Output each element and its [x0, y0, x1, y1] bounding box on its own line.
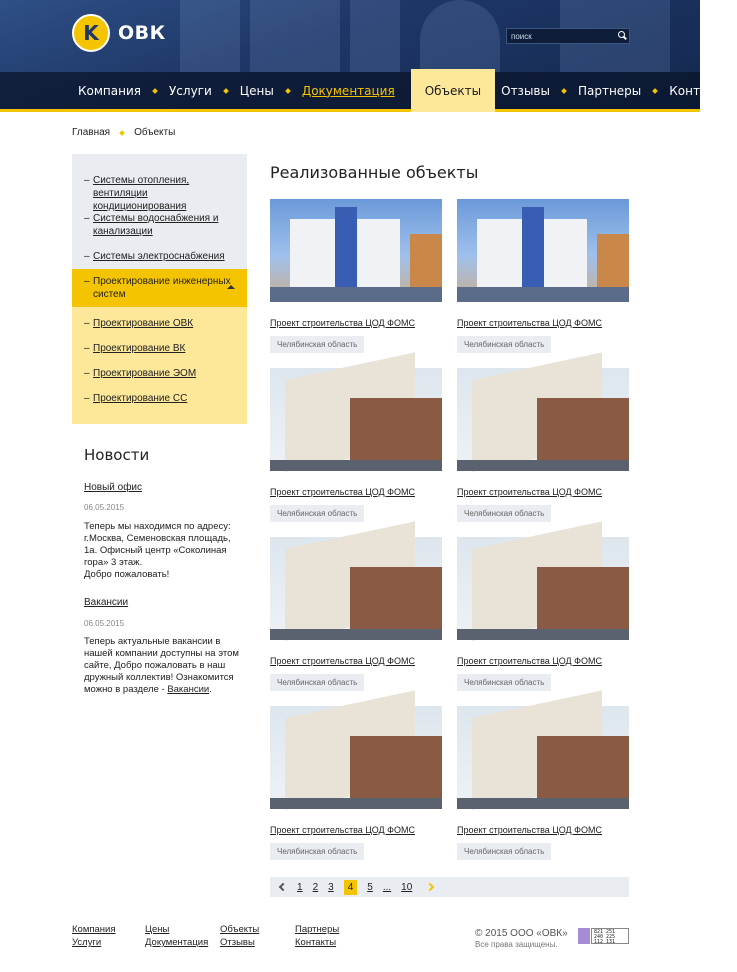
sidebar-item-power[interactable]	[72, 250, 247, 263]
header	[0, 0, 732, 112]
sidebar-item-water[interactable]	[72, 212, 247, 238]
news-text-body: Теперь мы находимся по адресу: г.Москва, Семеновская площадь, 1а. Офисный центр «Соколиная гора» 3 этаж.	[84, 521, 231, 568]
news-text-greeting: Добро пожаловать!	[84, 569, 170, 580]
collapse-arrow-icon[interactable]	[227, 285, 235, 289]
object-image[interactable]	[270, 537, 442, 640]
nav-separator-icon	[285, 88, 291, 94]
counter-line: 240 225	[594, 934, 616, 940]
news-text	[84, 521, 244, 581]
counter-line: 821 251	[594, 929, 616, 935]
nav-item-objects[interactable]: Объекты	[411, 69, 495, 112]
object-card	[270, 706, 442, 860]
nav-item-partners[interactable]: Партнеры	[577, 83, 642, 98]
nav-separator-icon	[223, 88, 229, 94]
dash-icon: –	[84, 393, 90, 404]
breadcrumb-home[interactable]: Главная	[72, 127, 111, 138]
sidebar-subitem-label[interactable]: Проектирование СС	[93, 393, 188, 404]
news-text-body: Теперь актуальные вакансии в нашей компании доступны на этом сайте, Добро пожаловать в наш дружный коллектив! Ознакомится можно в разделе -	[84, 636, 239, 695]
news-vacancies-link[interactable]: Вакансии	[167, 684, 210, 695]
dash-icon: –	[84, 175, 90, 186]
pagination	[270, 877, 629, 897]
header-building	[180, 0, 240, 72]
footer-link-contacts[interactable]: Контакты	[295, 937, 337, 948]
page-link[interactable]: 10	[401, 881, 413, 893]
region-tag[interactable]: Челябинская область	[270, 843, 364, 860]
nav-separator-icon	[152, 88, 158, 94]
rights-text: Все права защищены.	[475, 940, 558, 949]
object-image[interactable]	[457, 199, 629, 302]
page-link[interactable]: 2	[312, 881, 319, 893]
sidebar-item-design[interactable]	[72, 269, 247, 307]
next-page-icon[interactable]	[426, 883, 434, 891]
footer-link-company[interactable]: Компания	[72, 924, 116, 935]
object-image[interactable]	[457, 537, 629, 640]
news-date: 06.05.2015	[84, 503, 125, 512]
page-link[interactable]: 3	[328, 881, 334, 893]
sidebar-submenu	[72, 307, 247, 424]
news-title: Новости	[84, 446, 150, 464]
nav-item-services[interactable]: Услуги	[168, 83, 212, 98]
nav-separator-icon	[561, 88, 567, 94]
object-image[interactable]	[457, 706, 629, 809]
counter-line: 112 131	[594, 939, 616, 945]
nav-item-reviews[interactable]: Отзывы	[501, 83, 550, 98]
object-title-link[interactable]: Проект строительства ЦОД ФОМС	[270, 318, 415, 328]
counter-logo-icon[interactable]	[578, 928, 590, 944]
object-title-link[interactable]: Проект строительства ЦОД ФОМС	[270, 656, 415, 666]
sidebar-subitem-ss[interactable]	[72, 392, 247, 405]
sidebar-item-label: Проектирование инженерных систем	[93, 276, 231, 300]
sidebar-subitem-ovk[interactable]	[72, 317, 247, 330]
region-tag[interactable]: Челябинская область	[270, 674, 364, 691]
search-input[interactable]	[507, 32, 615, 41]
main-nav	[0, 72, 732, 112]
header-building	[350, 0, 400, 72]
sidebar-item-label[interactable]: Системы водоснабжения и канализации	[93, 213, 219, 237]
sidebar-subitem-label[interactable]: Проектирование ЭОМ	[93, 368, 197, 379]
footer-link-partners[interactable]: Партнеры	[295, 924, 340, 935]
region-tag[interactable]: Челябинская область	[457, 674, 551, 691]
sidebar-subitem-vk[interactable]	[72, 342, 247, 355]
nav-item-company[interactable]: Компания	[78, 83, 141, 98]
region-tag[interactable]: Челябинская область	[457, 843, 551, 860]
object-title-link[interactable]: Проект строительства ЦОД ФОМС	[270, 825, 415, 835]
object-title-link[interactable]: Проект строительства ЦОД ФОМС	[457, 318, 602, 328]
sidebar-subitem-label[interactable]: Проектирование ОВК	[93, 318, 194, 329]
search-box	[506, 28, 630, 44]
news-date: 06.05.2015	[84, 619, 125, 628]
news-item-title[interactable]: Вакансии	[84, 597, 129, 608]
dash-icon: –	[84, 318, 90, 329]
logo-letter: K	[83, 21, 99, 45]
dash-icon: –	[84, 368, 90, 379]
object-image[interactable]	[457, 368, 629, 471]
sidebar-subitem-eom[interactable]	[72, 367, 247, 380]
object-title-link[interactable]: Проект строительства ЦОД ФОМС	[457, 825, 602, 835]
region-tag[interactable]: Челябинская область	[457, 336, 551, 353]
header-building	[420, 0, 500, 72]
page-link[interactable]: 1	[297, 881, 303, 893]
breadcrumb-current: Объекты	[134, 127, 176, 138]
region-tag[interactable]: Челябинская область	[270, 505, 364, 522]
dash-icon: –	[84, 213, 90, 224]
header-building	[250, 0, 340, 72]
object-title-link[interactable]: Проект строительства ЦОД ФОМС	[457, 487, 602, 497]
object-card	[457, 706, 629, 860]
news-item-title[interactable]: Новый офис	[84, 482, 143, 493]
sidebar-item-hvac[interactable]	[72, 174, 247, 213]
sidebar-subitem-label[interactable]: Проектирование ВК	[93, 343, 186, 354]
object-title-link[interactable]: Проект строительства ЦОД ФОМС	[457, 656, 602, 666]
footer-link-documentation[interactable]: Документация	[145, 937, 209, 948]
nav-item-contacts[interactable]: Контакты	[669, 83, 732, 98]
sidebar-menu	[72, 154, 247, 424]
visit-counter[interactable]	[591, 928, 629, 944]
footer-link-objects[interactable]: Объекты	[220, 924, 260, 935]
object-image[interactable]	[270, 368, 442, 471]
footer-link-services[interactable]: Услуги	[72, 937, 102, 948]
region-tag[interactable]: Челябинская область	[270, 336, 364, 353]
sidebar-item-label[interactable]: Системы отопления, вентиляции кондиционирования	[93, 175, 190, 212]
object-title-link[interactable]: Проект строительства ЦОД ФОМС	[270, 487, 415, 497]
sidebar-item-label[interactable]: Системы электроснабжения	[93, 251, 225, 262]
breadcrumb-separator-icon	[119, 130, 125, 136]
copyright: © 2015 ООО «ОВК»	[475, 928, 568, 939]
breadcrumb	[72, 127, 175, 138]
nav-item-prices[interactable]: Цены	[239, 83, 274, 98]
object-card	[457, 537, 629, 691]
object-image[interactable]	[270, 199, 442, 302]
page-ellipsis[interactable]: ...	[382, 881, 392, 893]
page-current: 4	[344, 880, 358, 895]
object-card	[457, 199, 629, 353]
logo-icon[interactable]	[72, 14, 110, 52]
logo-text[interactable]: ОВК	[118, 22, 166, 44]
dash-icon: –	[84, 276, 90, 287]
object-card	[270, 368, 442, 522]
region-tag[interactable]: Челябинская область	[457, 505, 551, 522]
page-link[interactable]: 5	[367, 881, 373, 893]
nav-separator-icon	[652, 88, 658, 94]
nav-item-documentation[interactable]: Документация	[301, 83, 395, 98]
prev-page-icon[interactable]	[279, 883, 287, 891]
page-title: Реализованные объекты	[270, 163, 479, 182]
search-icon[interactable]	[615, 29, 629, 43]
object-card	[270, 199, 442, 353]
dash-icon: –	[84, 343, 90, 354]
dash-icon: –	[84, 251, 90, 262]
footer-link-prices[interactable]: Цены	[145, 924, 170, 935]
object-image[interactable]	[270, 706, 442, 809]
object-card	[270, 537, 442, 691]
object-card	[457, 368, 629, 522]
footer-link-reviews[interactable]: Отзывы	[220, 937, 255, 948]
news-text: Теперь актуальные вакансии в нашей компании доступны на этом сайте, Добро пожаловать в наш дружный коллектив! Ознакомится можно в разделе - Вакансии.	[84, 636, 239, 695]
